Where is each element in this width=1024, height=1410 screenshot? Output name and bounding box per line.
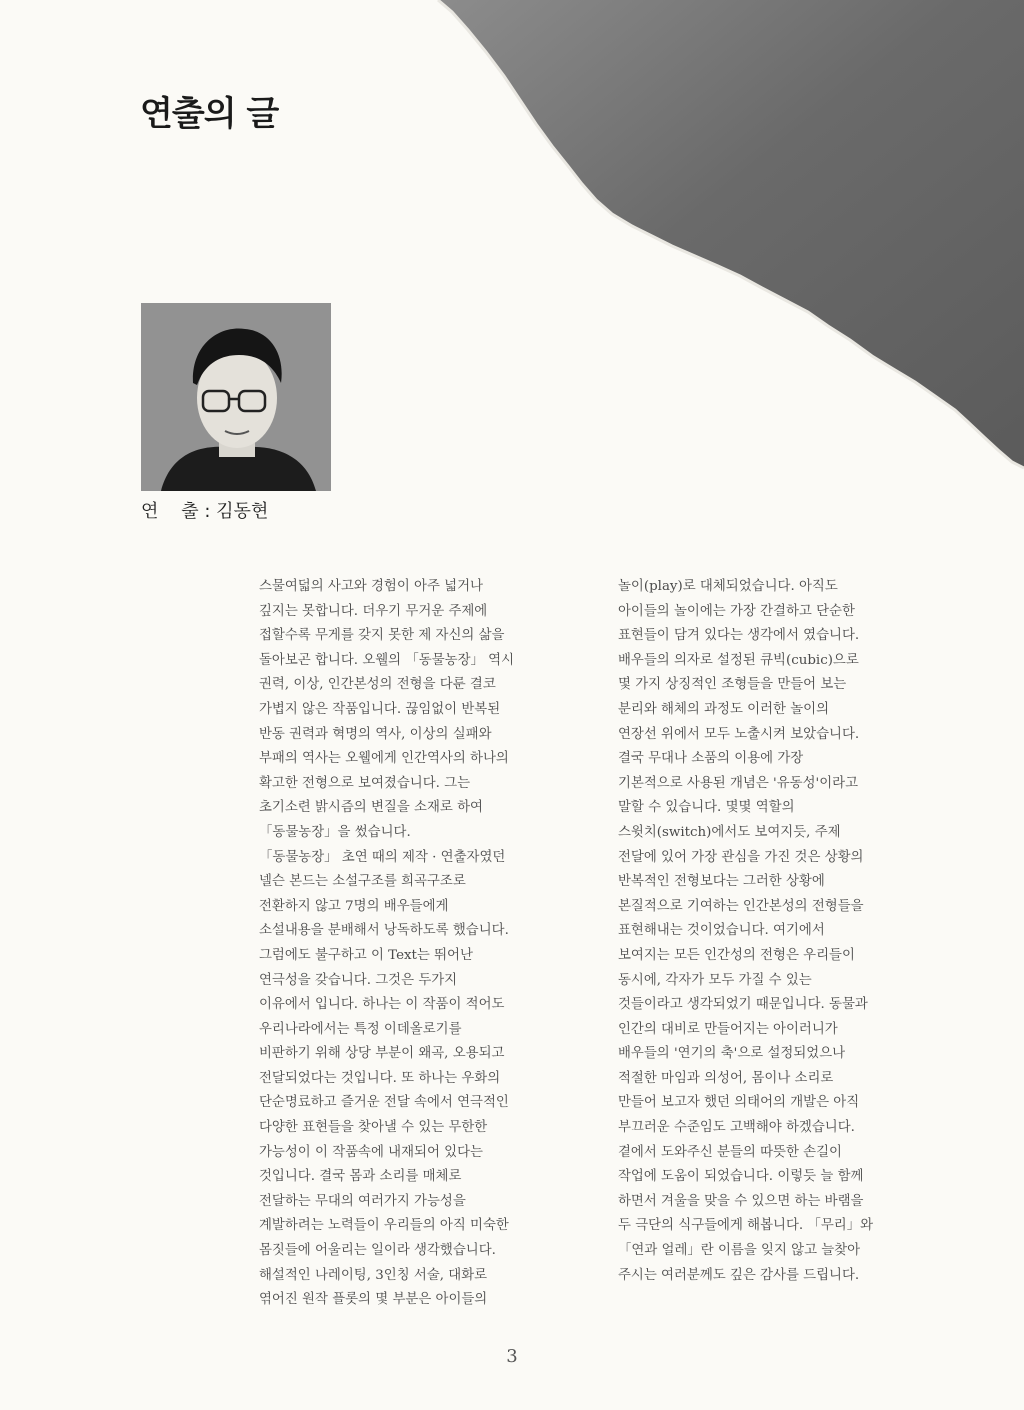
text-line: 동시에, 각자가 모두 가질 수 있는 bbox=[618, 972, 812, 988]
text-line: 가능성이 이 작품속에 내재되어 있다는 bbox=[259, 1144, 483, 1160]
text-line: 몇 가지 상징적인 조형들을 만들어 보는 bbox=[618, 677, 847, 693]
director-caption: 연 출 : 김동현 bbox=[141, 501, 269, 522]
text-line: 것입니다. 결국 몸과 소리를 매체로 bbox=[259, 1169, 462, 1185]
text-line: 「연과 얼레」란 이름을 잊지 않고 늘찾아 bbox=[618, 1243, 861, 1259]
text-line: 깊지는 못합니다. 더우기 무거운 주제에 bbox=[259, 603, 488, 619]
text-line: 돌아보곤 합니다. 오웰의 「동물농장」 역시 bbox=[259, 652, 515, 668]
text-line: 결국 무대나 소품의 이용에 가장 bbox=[618, 751, 804, 767]
text-line: 연장선 위에서 모두 노출시켜 보았습니다. bbox=[618, 726, 860, 742]
text-line: 단순명료하고 즐거운 전달 속에서 연극적인 bbox=[259, 1095, 509, 1111]
text-line: 두 극단의 식구들에게 해봅니다. 「무리」와 bbox=[618, 1218, 874, 1234]
text-line: 곁에서 도와주신 분들의 따뜻한 손길이 bbox=[618, 1144, 842, 1160]
text-line: 「동물농장」 초연 때의 제작 · 연출자였던 bbox=[259, 849, 506, 865]
director-portrait-photo bbox=[141, 303, 331, 491]
text-line: 부끄러운 수준임도 고백해야 하겠습니다. bbox=[618, 1120, 855, 1136]
text-line: 넬슨 본드는 소설구조를 희곡구조로 bbox=[259, 874, 466, 890]
essay-column-left bbox=[259, 575, 579, 1313]
text-line: 「동물농장」을 썼습니다. bbox=[259, 824, 411, 840]
text-line: 기본적으로 사용된 개념은 '유동성'이라고 bbox=[618, 775, 859, 791]
text-line: 그럼에도 불구하고 이 Text는 뛰어난 bbox=[259, 947, 473, 963]
page-title: 연출의 글 bbox=[140, 94, 279, 134]
text-line: 우리나라에서는 특정 이데올로기를 bbox=[259, 1021, 462, 1037]
page-number: 3 bbox=[506, 1346, 518, 1367]
text-line: 스윗치(switch)에서도 보여지듯, 주제 bbox=[618, 824, 841, 840]
text-line: 적절한 마임과 의성어, 몸이나 소리로 bbox=[618, 1070, 834, 1086]
text-line: 배우들의 '연기의 축'으로 설정되었으나 bbox=[618, 1046, 846, 1062]
text-line: 전달되었다는 것입니다. 또 하나는 우화의 bbox=[259, 1070, 501, 1086]
text-line: 가볍지 않은 작품입니다. 끊임없이 반복된 bbox=[259, 701, 501, 717]
text-line: 하면서 겨울을 맞을 수 있으면 하는 바램을 bbox=[618, 1193, 864, 1209]
text-line: 몸짓들에 어울리는 일이라 생각했습니다. bbox=[259, 1243, 496, 1259]
text-line: 반복적인 전형보다는 그러한 상황에 bbox=[618, 874, 825, 890]
text-line: 권력, 이상, 인간본성의 전형을 다룬 결코 bbox=[259, 677, 496, 693]
text-line: 부패의 역사는 오웰에게 인간역사의 하나의 bbox=[259, 751, 509, 767]
text-line: 표현들이 담겨 있다는 생각에서 였습니다. bbox=[618, 628, 860, 644]
text-line: 말할 수 있습니다. 몇몇 역할의 bbox=[618, 800, 795, 816]
text-line: 이유에서 입니다. 하나는 이 작품이 적어도 bbox=[259, 997, 505, 1013]
text-line: 소설내용을 분배해서 낭독하도록 했습니다. bbox=[259, 923, 509, 939]
text-line: 접할수록 무게를 갖지 못한 제 자신의 삶을 bbox=[259, 628, 505, 644]
text-line: 아이들의 놀이에는 가장 간결하고 단순한 bbox=[618, 603, 855, 619]
text-line: 놀이(play)로 대체되었습니다. 아직도 bbox=[618, 579, 838, 594]
text-line: 전달에 있어 가장 관심을 가진 것은 상황의 bbox=[618, 849, 864, 865]
text-line: 주시는 여러분께도 깊은 감사를 드립니다. bbox=[618, 1267, 860, 1283]
text-line: 표현해내는 것이었습니다. 여기에서 bbox=[618, 923, 825, 939]
text-line: 연극성을 갖습니다. 그것은 두가지 bbox=[259, 972, 458, 988]
text-line: 다양한 표현들을 찾아낼 수 있는 무한한 bbox=[259, 1120, 488, 1136]
text-line: 만들어 보고자 했던 의태어의 개발은 아직 bbox=[618, 1095, 860, 1111]
text-line: 분리와 해체의 과정도 이러한 놀이의 bbox=[618, 701, 830, 717]
text-line: 스물여덟의 사고와 경험이 아주 넓거나 bbox=[259, 579, 483, 594]
text-line: 보여지는 모든 인간성의 전형은 우리들이 bbox=[618, 947, 855, 963]
text-line: 해설적인 나레이팅, 3인칭 서술, 대화로 bbox=[259, 1267, 488, 1283]
text-line: 계발하려는 노력들이 우리들의 아직 미숙한 bbox=[259, 1218, 509, 1234]
text-line: 엮어진 원작 플롯의 몇 부분은 아이들의 bbox=[259, 1292, 488, 1308]
text-line: 전달하는 무대의 여러가지 가능성을 bbox=[259, 1193, 466, 1209]
text-line: 확고한 전형으로 보여졌습니다. 그는 bbox=[259, 775, 471, 791]
text-line: 것들이라고 생각되었기 때문입니다. 동물과 bbox=[618, 997, 868, 1013]
text-line: 초기소련 밝시즘의 변질을 소재로 하여 bbox=[259, 800, 483, 816]
text-line: 반동 권력과 혁명의 역사, 이상의 실패와 bbox=[259, 726, 492, 742]
essay-column-right bbox=[618, 575, 930, 1288]
text-line: 비판하기 위해 상당 부분이 왜곡, 오용되고 bbox=[259, 1046, 505, 1062]
text-line: 작업에 도움이 되었습니다. 이렇듯 늘 함께 bbox=[618, 1169, 864, 1185]
text-line: 본질적으로 기여하는 인간본성의 전형들을 bbox=[618, 898, 864, 914]
portrait-image bbox=[141, 303, 331, 491]
text-line: 전환하지 않고 7명의 배우들에게 bbox=[259, 898, 449, 914]
text-line: 인간의 대비로 만들어지는 아이러니가 bbox=[618, 1021, 838, 1037]
text-line: 배우들의 의자로 설정된 큐빅(cubic)으로 bbox=[618, 652, 859, 668]
